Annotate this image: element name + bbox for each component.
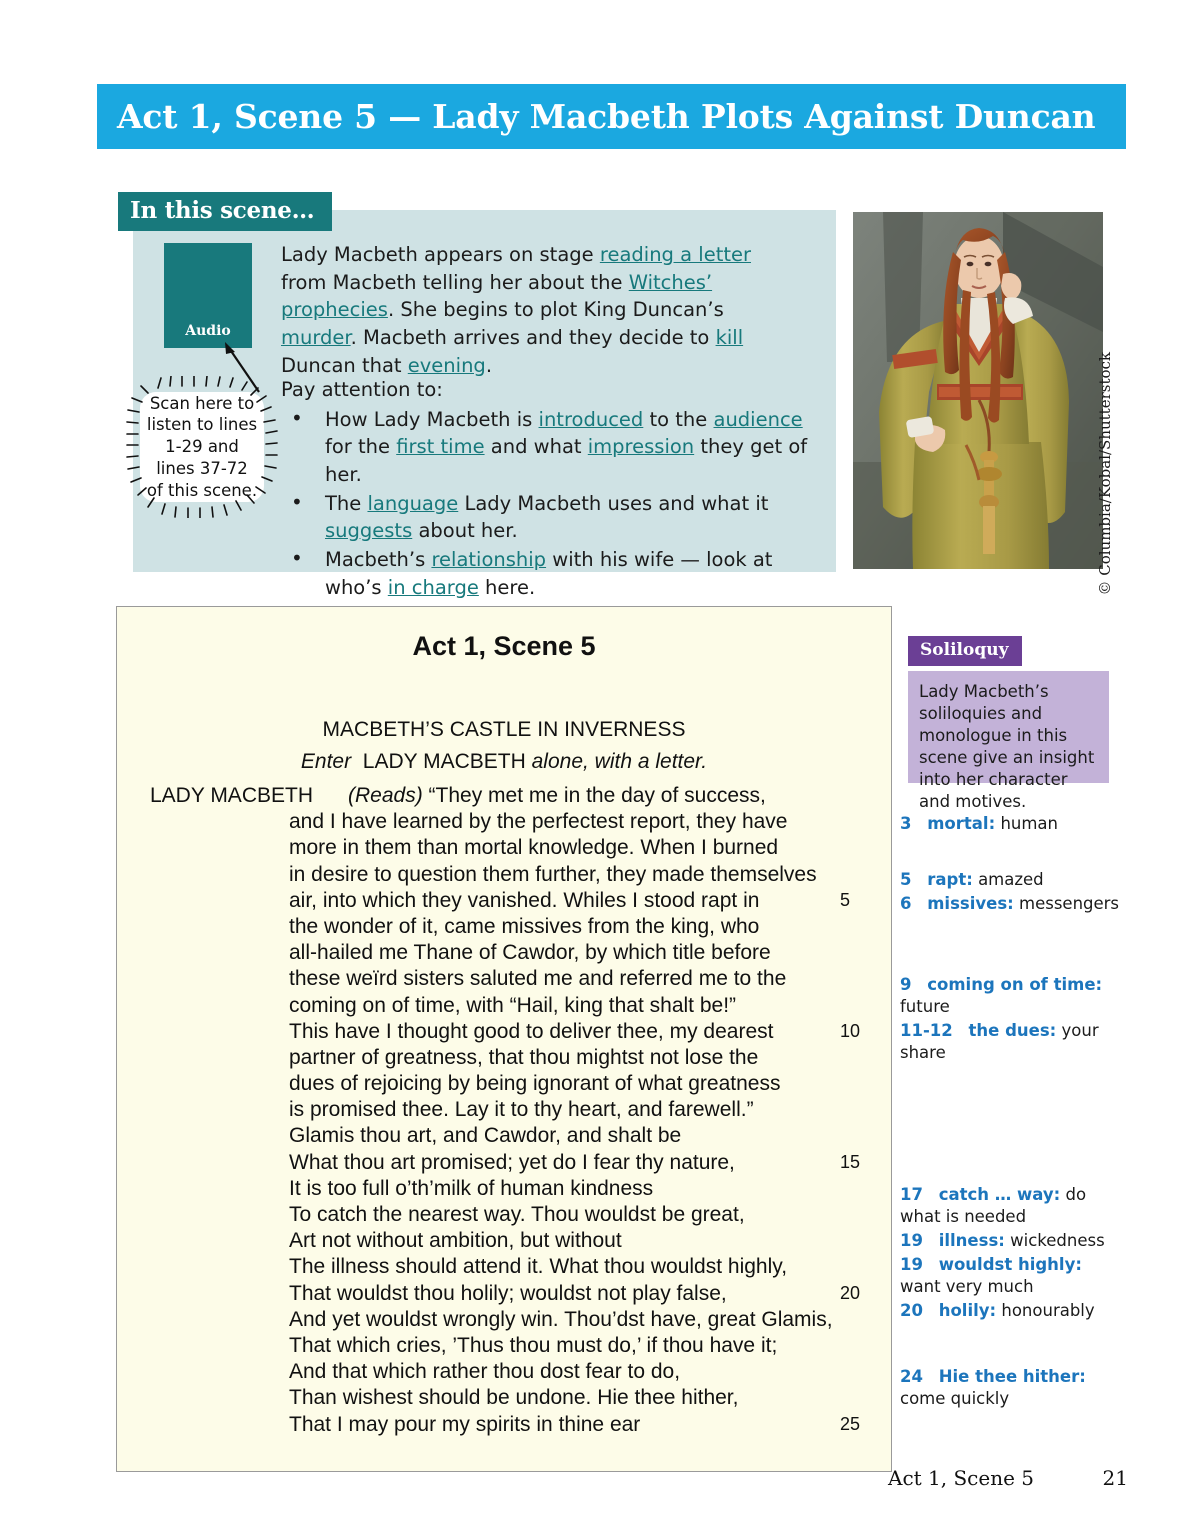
verse-text: To catch the nearest way. Thou wouldst be great, (289, 1203, 745, 1226)
scan-note-burst (118, 376, 286, 518)
verse-line (117, 889, 891, 915)
in-this-scene-tab (118, 192, 332, 231)
glossary-item (900, 1300, 1125, 1322)
glossary-definition: want very much (900, 1276, 1034, 1296)
verse-line (117, 1229, 891, 1255)
verse-line (117, 1177, 891, 1203)
glossary-item (900, 869, 1125, 891)
speech-lines (117, 784, 891, 1439)
verse-line (117, 1308, 891, 1334)
verse-line (117, 915, 891, 941)
glossary-line-number: 11-12 (900, 1020, 953, 1040)
play-text-box (116, 606, 892, 1472)
glossary-item (900, 974, 1125, 1018)
verse-text: This have I thought good to deliver thee, my dearest (289, 1019, 774, 1043)
glossary-item (900, 1254, 1125, 1298)
glossary-line-number: 9 (900, 975, 912, 994)
glossary-definition: do what is needed (900, 1185, 1087, 1226)
scene-summary: Lady Macbeth appears on stage reading a letter from Macbeth telling her about the Witches’ prophecies. She begins to plot King Duncan’s murder. Macbeth arrives and they decide to kill Duncan that evening. (281, 243, 751, 377)
glossary-item (900, 813, 1125, 835)
page-title: Act 1, Scene 5 — Lady Macbeth Plots Against Duncan (117, 97, 1096, 136)
verse-text: What thou art promised; yet do I fear thy nature, (289, 1150, 735, 1174)
stage-direction (117, 750, 891, 774)
stage-location: MACBETH’S CASTLE IN INVERNESS (322, 718, 686, 741)
verse-line (117, 1124, 891, 1150)
line-number: 5 (840, 889, 851, 910)
page-title-bar (97, 84, 1126, 149)
glossary-headword: Hie thee hither: (938, 1367, 1086, 1386)
verse-text: these weïrd sisters saluted me and referred me to the (289, 967, 787, 991)
glossary-headword: wouldst highly: (938, 1254, 1082, 1274)
glossary-group (900, 974, 1125, 1066)
reads-cue: (Reads) (348, 784, 423, 807)
soliloquy-note: Lady Macbeth’s soliloquies and monologue in this scene give an insight into her character and motives. (908, 671, 1109, 783)
glossary-line-number: 19 (900, 1230, 923, 1250)
glossary-headword: catch … way: (938, 1185, 1061, 1204)
glossary-headword: mortal: (927, 814, 996, 833)
glossary-item (900, 1020, 1125, 1064)
glossary-item (900, 1366, 1125, 1410)
verse-text: all-hailed me Thane of Cawdor, by which title before (289, 941, 771, 965)
verse-text: That I may pour my spirits in thine ear (289, 1412, 641, 1436)
line-number: 15 (840, 1151, 861, 1172)
verse-text: and I have learned by the perfectest report, they have (289, 810, 788, 834)
glossary-definition: messengers (1019, 893, 1120, 913)
verse-line (117, 836, 891, 862)
verse-text: Glamis thou art, and Cawdor, and shalt be (289, 1124, 682, 1148)
verse-text: And that which rather thou dost fear to do, (289, 1360, 681, 1384)
line-number: 20 (840, 1282, 861, 1303)
verse-line (117, 1334, 891, 1360)
verse-line (117, 784, 891, 810)
verse-text: That wouldst thou holily; wouldst not play false, (289, 1281, 727, 1305)
stage-direction-detail: alone, with a letter. (531, 750, 708, 773)
page-footer (888, 1466, 1128, 1490)
verse-text: the wonder of it, came missives from the king, who (289, 914, 760, 938)
pay-attention-label: Pay attention to: (281, 378, 443, 401)
glossary-group (900, 1366, 1125, 1412)
line-number: 10 (840, 1020, 861, 1041)
scan-note-line: listen to lines (146, 415, 258, 435)
glossary-headword: missives: (927, 893, 1014, 913)
audio-qr-box[interactable] (164, 243, 252, 348)
glossary-group (900, 813, 1125, 837)
verse-text: in desire to question them further, they made themselves (289, 862, 817, 886)
glossary-line-number: 5 (900, 870, 912, 889)
glossary-line-number: 24 (900, 1367, 923, 1386)
glossary-item (900, 1184, 1125, 1228)
verse-line (117, 941, 891, 967)
glossary-definition: wickedness (1010, 1230, 1105, 1250)
scan-note-line: lines 37-72 (156, 458, 248, 478)
verse-line (117, 1413, 891, 1439)
footer-scene-label: Act 1, Scene 5 (888, 1466, 1035, 1490)
glossary-definition: amazed (978, 870, 1044, 889)
in-this-scene-tab-label: In this scene… (130, 197, 315, 224)
glossary-line-number: 17 (900, 1185, 923, 1204)
verse-text: Than wishest should be undone. Hie thee hither, (289, 1386, 739, 1410)
speaker-name: LADY MACBETH (150, 784, 313, 807)
verse-text: (Reads) “They met me in the day of success, (348, 784, 766, 807)
verse-text: more in them than mortal knowledge. When I burned (289, 836, 779, 860)
verse-text: dues of rejoicing by being ignorant of what greatness (289, 1072, 781, 1096)
list-item: • How Lady Macbeth is introduced to the audience for the first time and what impression they get of her. (281, 406, 821, 489)
list-item: • Macbeth’s relationship with his wife — look at who’s in charge here. (281, 546, 821, 601)
glossary-item (900, 1230, 1125, 1252)
glossary-group (900, 869, 1125, 917)
glossary-line-number: 20 (900, 1300, 923, 1320)
scan-note-text (118, 376, 286, 518)
glossary-headword: rapt: (927, 870, 973, 889)
glossary-line-number: 19 (900, 1254, 923, 1274)
glossary-line-number: 6 (900, 893, 912, 913)
verse-line (117, 1282, 891, 1308)
pay-attention-block (281, 376, 821, 603)
verse-text: Art not without ambition, but without (289, 1229, 622, 1253)
verse-line (117, 863, 891, 889)
scan-note-line: of this scene. (146, 480, 258, 500)
verse-line (117, 1151, 891, 1177)
soliloquy-tab-label: Soliloquy (920, 640, 1009, 660)
glossary-definition: honourably (1001, 1300, 1095, 1320)
verse-line (117, 810, 891, 836)
glossary-definition: come quickly (900, 1388, 1010, 1408)
verse-line (117, 1020, 891, 1046)
photo-illustration (853, 212, 1103, 569)
glossary-headword: the dues: (968, 1020, 1057, 1040)
verse-line (117, 1046, 891, 1072)
glossary-definition: your share (900, 1020, 1099, 1062)
line-number: 25 (840, 1413, 861, 1434)
verse-line (117, 1386, 891, 1412)
verse-text: partner of greatness, that thou mightst not lose the (289, 1045, 759, 1069)
glossary-headword: coming on of time: (927, 975, 1103, 994)
scan-note-line: Scan here to (149, 393, 255, 413)
glossary-definition: future (900, 996, 950, 1016)
verse-line (117, 1072, 891, 1098)
verse-line (117, 1203, 891, 1229)
verse-text: It is too full o’th’milk of human kindness (289, 1176, 654, 1200)
stage-direction-character: LADY MACBETH (362, 750, 526, 773)
glossary-line-number: 3 (900, 814, 912, 833)
verse-text: And yet wouldst wrongly win. Thou’dst have, great Glamis, (289, 1307, 833, 1331)
verse-line (117, 994, 891, 1020)
verse-text: That which cries, ’Thus thou must do,’ if thou have it; (289, 1333, 778, 1357)
glossary-headword: illness: (938, 1230, 1005, 1250)
play-scene-title: Act 1, Scene 5 (412, 631, 596, 661)
photo-credit: © Columbia/Kobal/Shutterstock (1096, 352, 1114, 596)
glossary-definition: human (1000, 814, 1058, 833)
verse-text: air, into which they vanished. Whiles I stood rapt in (289, 888, 760, 912)
glossary-group (900, 1184, 1125, 1324)
soliloquy-tab (908, 636, 1022, 666)
verse-line (117, 1098, 891, 1124)
verse-line (117, 1360, 891, 1386)
verse-text: is promised thee. Lay it to thy heart, and farewell.” (289, 1098, 754, 1122)
glossary-item (900, 893, 1125, 915)
pay-attention-list (281, 406, 821, 602)
lady-macbeth-photo (853, 212, 1103, 569)
verse-text: coming on of time, with “Hail, king that shalt be!” (289, 993, 737, 1017)
verse-text: The illness should attend it. What thou wouldst highly, (289, 1255, 788, 1279)
scan-note-line: 1-29 and (165, 437, 239, 457)
stage-direction-enter: Enter (300, 750, 352, 773)
audio-label: Audio (185, 323, 231, 339)
glossary-headword: holily: (938, 1300, 997, 1320)
list-item: • The language Lady Macbeth uses and what it suggests about her. (281, 490, 821, 545)
verse-line (117, 967, 891, 993)
footer-page-number: 21 (1102, 1466, 1128, 1490)
verse-line (117, 1255, 891, 1281)
